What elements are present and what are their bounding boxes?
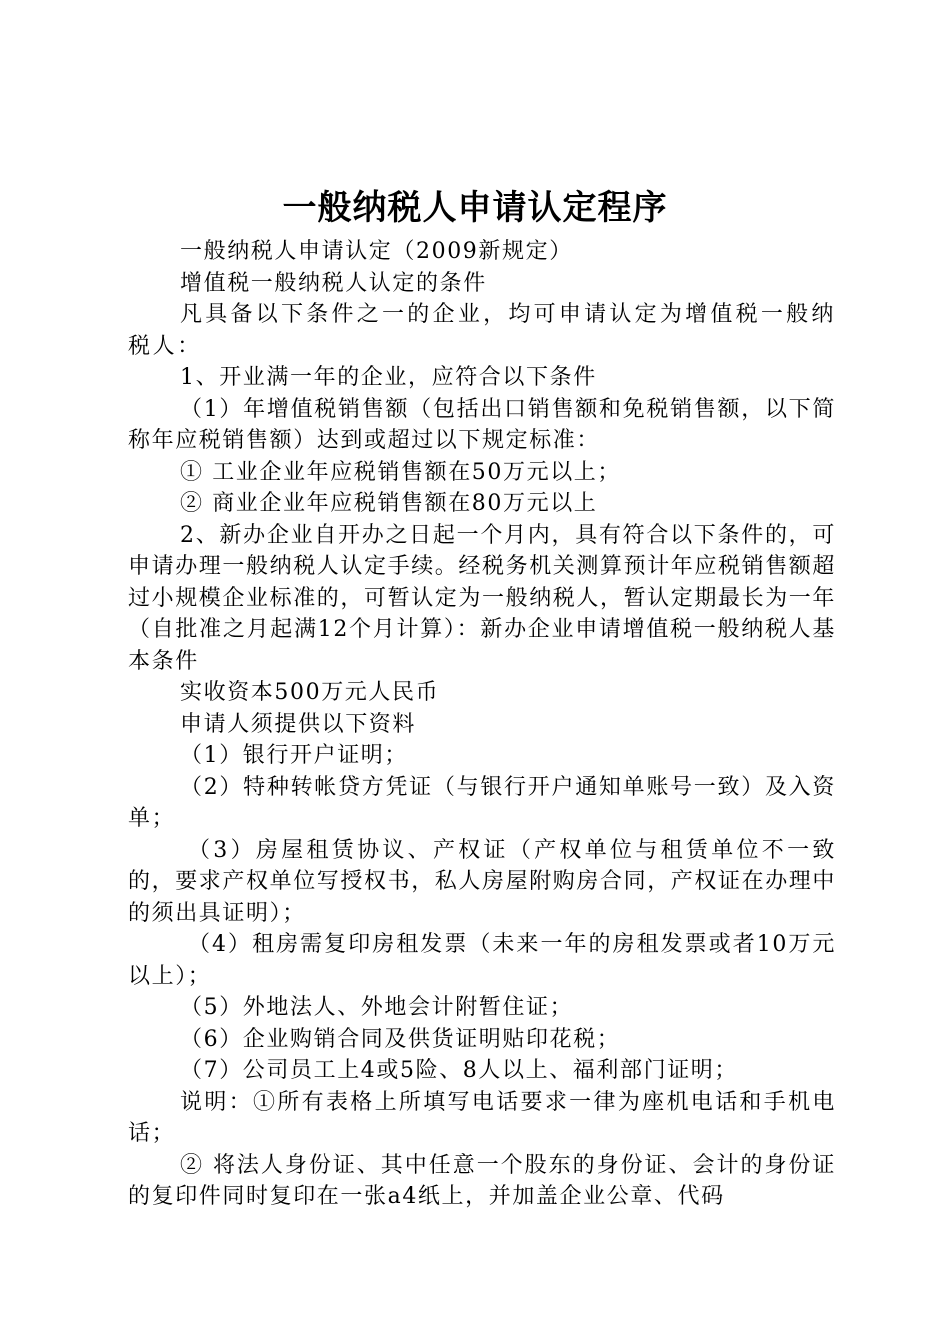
- paragraph-condition-1: 1、开业满一年的企业，应符合以下条件: [180, 365, 597, 390]
- paragraph-eligibility: 凡具备以下条件之一的企业，均可申请认定为增值税一般纳税人：: [128, 302, 836, 359]
- paragraph-paid-capital: 实收资本500万元人民币: [180, 680, 440, 705]
- paragraph-condition-2: 2、新办企业自开办之日起一个月内，具有符合以下条件的，可申请办理一般纳税人认定手续。经税务机关测算预计年应税销售额超过小规模企业标准的，可暂认定为一般纳税人，暂认定期最长为一年（自批准之月起满12个月计算）：新办企业申请增值税一般纳税人基本条件: [128, 522, 837, 674]
- paragraph-note-phone: 说明：①所有表格上所填写电话要求一律为座机电话和手机电话；: [128, 1089, 836, 1146]
- list-item-employee-insurance: （7）公司员工上4或5险、8人以上、福利部门证明；: [180, 1058, 738, 1083]
- document-title: 一般纳税人申请认定程序: [282, 188, 668, 228]
- paragraph-materials-heading: 申请人须提供以下资料: [180, 711, 417, 737]
- list-item-bank-certificate: （1）银行开户证明；: [180, 743, 408, 768]
- list-item-rent-invoice: （4）租房需复印房租发票（未来一年的房租发票或者10万元以上）；: [128, 932, 836, 989]
- list-item-credit-voucher: （2）特种转帐贷方凭证（与银行开户通知单账号一致）及入资单；: [128, 774, 836, 831]
- paragraph-commercial-threshold: ② 商业企业年应税销售额在80万元以上: [180, 491, 598, 516]
- list-item-lease-agreement: （3）房屋租赁协议、产权证（产权单位与租赁单位不一致的，要求产权单位写授权书，私人房屋附购房合同，产权证在办理中的须出具证明）；: [128, 837, 837, 926]
- paragraph-sales-threshold: （1）年增值税销售额（包括出口销售额和免税销售额，以下简称年应税销售额）达到或超过以下规定标准：: [128, 396, 836, 453]
- paragraph-intro-heading: 一般纳税人申请认定（2009新规定）: [180, 239, 573, 264]
- list-item-purchase-contract: （6）企业购销合同及供货证明贴印花税；: [180, 1026, 621, 1052]
- paragraph-conditions-heading: 增值税一般纳税人认定的条件: [180, 270, 487, 296]
- list-item-residence-permit: （5）外地法人、外地会计附暂住证；: [180, 995, 574, 1020]
- paragraph-industrial-threshold: ① 工业企业年应税销售额在50万元以上；: [180, 459, 621, 485]
- document-body: [128, 236, 836, 1213]
- paragraph-note-id-copies: ② 将法人身份证、其中任意一个股东的身份证、会计的身份证的复印件同时复印在一张a4纸上，并加盖企业公章、代码: [128, 1152, 836, 1209]
